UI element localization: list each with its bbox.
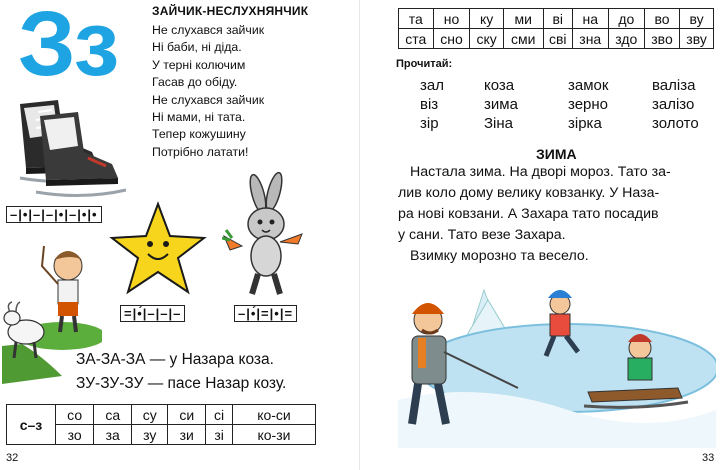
syllable-cell: са [94,405,132,425]
word-column [484,76,518,133]
poem-line: Гасав до обіду. [152,75,238,90]
syllable-cell: зву [680,29,714,49]
syllable-table-label: с–з [7,405,56,445]
story-text [398,162,716,267]
syllable-cell: ко-зи [232,425,315,445]
syllable-cell: су [132,405,168,425]
poem-line: Тепер кожушину [152,127,246,142]
word: зір [420,115,439,132]
winter-scene-illustration [398,280,716,448]
poem-line: Ні баби, ні діда. [152,40,242,55]
story-line: ра нові ковзани. А Захара тато посадив [398,206,659,222]
syllable-cell: на [572,9,608,29]
syllable-cell: зу [132,425,168,445]
word: зерно [568,96,609,113]
word: коза [484,77,515,94]
syllable-cell: та [399,9,434,29]
word: зал [420,77,444,94]
word: Зіна [484,115,514,132]
syllable-cell: со [56,405,94,425]
syllable-table [6,404,316,445]
syllable-cell: зна [572,29,608,49]
syllable-cell: сми [503,29,543,49]
top-syllable-table [398,8,714,49]
word: золото [652,115,699,132]
page-number-right: 33 [702,452,715,464]
scheme-skates: –|•|–|–|•|–|•|• [6,206,102,223]
word: віз [420,96,439,113]
rabbit-illustration [222,172,306,300]
poem-line: Не слухався зайчик [152,23,265,37]
big-letter-heading: Зз [18,0,118,95]
rhyme-line: ЗА-ЗА-ЗА — у Назара коза. [76,351,274,368]
word-column [568,76,608,133]
poem-line: Не слухався зайчик [152,92,265,107]
syllable-cell: сно [433,29,470,49]
syllable-cell: си [168,405,206,425]
page-number-left: 32 [6,452,19,464]
syllable-cell: зи [168,425,206,445]
poem-line: У терні колючим [152,57,246,72]
word: замок [568,77,609,94]
syllable-cell: ми [503,9,543,29]
word: валіза [652,77,696,94]
rhyme [76,348,286,396]
syllable-cell: ві [543,9,572,29]
syllable-cell: зо [56,425,94,445]
syllable-cell: но [433,9,470,29]
syllable-cell: здо [608,29,644,49]
word: зима [484,96,518,113]
syllable-cell: ску [470,29,503,49]
word-column [420,76,444,133]
syllable-cell: сі [206,405,233,425]
poem-line: Ні мами, ні тата. [152,110,246,125]
syllable-cell: за [94,425,132,445]
word: зірка [568,115,602,132]
poem-line: Потрібно латати! [152,144,249,159]
syllable-cell: сві [543,29,572,49]
syllable-cell: ста [399,29,434,49]
scheme-star: =|•́|–|–|– [120,305,185,322]
star-illustration [108,200,208,296]
poem-title: ЗАЙЧИК-НЕСЛУХНЯНЧИК [152,4,309,18]
word: залізо [652,96,695,113]
story-line: лив коло дому велику ковзанку. У Наза- [398,185,660,201]
syllable-cell: ку [470,9,503,29]
syllable-cell: зво [644,29,679,49]
skates-illustration [6,94,130,198]
syllable-cell: ву [680,9,714,29]
syllable-cell: до [608,9,644,29]
syllable-cell: во [644,9,679,29]
poem [152,22,264,161]
syllable-cell: ко-си [232,405,315,425]
syllable-cell: зі [206,425,233,445]
story-line: Взимку морозно та весело. [410,248,589,264]
scheme-rabbit: –|•́|=|•|= [234,305,297,322]
read-instruction: Прочитай: [396,58,453,70]
word-column [652,76,699,133]
story-line: Настала зима. На дворі мороз. Тато за- [410,164,671,180]
story-line: у сани. Тато везе Захара. [398,227,566,243]
rhyme-line: ЗУ-ЗУ-ЗУ — пасе Назар козу. [76,375,287,392]
story-title: ЗИМА [536,146,577,162]
